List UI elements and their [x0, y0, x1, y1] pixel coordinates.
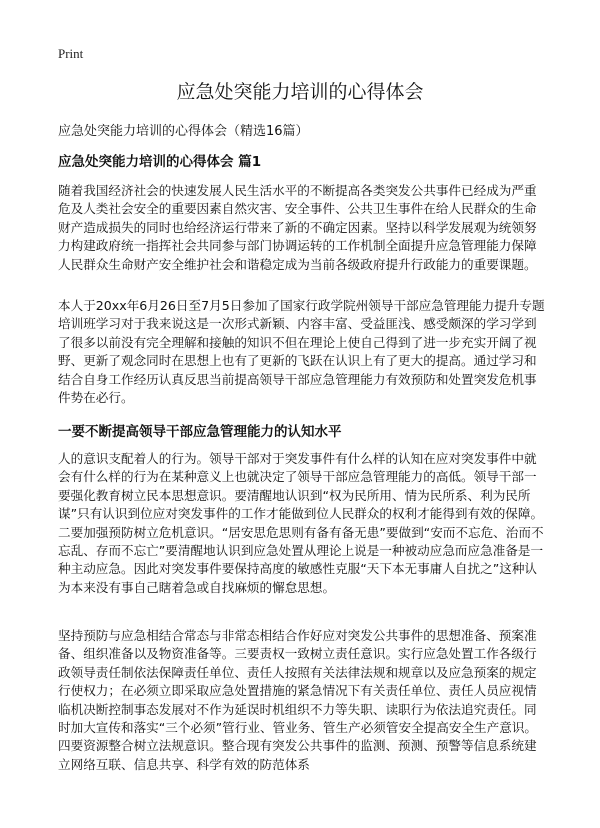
print-link[interactable]: Print — [58, 46, 84, 61]
paragraph-awareness: 人的意识支配着人的行为。领导干部对于突发事件有什么样的认知在应对突发事件中就会有什么样的行为在某种意义上也就决定了领导干部应急管理能力的高低。领导干部一要强化教育树立民本思想意识。要清醒地认识到“权为民所用、情为民所系、利为民所谋”只有认识到位应对突发事件的工作才能做到位人民群众的权利才能得到有效的保障。二要加强预防树立危机意识。“居安思危思则有备有备无患”要做到“安而不忘危、治而不忘乱、存而不忘亡”要清醒地认识到应急处置从理论上说是一种被动应急而应急准备是一种主动应急。因此对突发事件要保持高度的敏感性克服“天下本无事庸人自扰之”这种认为本来没有事自己瞎着急或自找麻烦的懈怠思想。 — [58, 451, 544, 595]
article-heading: 应急处突能力培训的心得体会 篇1 — [58, 154, 262, 170]
section-heading: 一要不断提高领导干部应急管理能力的认知水平 — [58, 424, 342, 440]
paragraph-intro: 随着我国经济社会的快速发展人民生活水平的不断提高各类突发公共事件已经成为严重危及人类社会安全的重要因素自然灾害、安全事件、公共卫生事件在给人民群众的生命财产造成损失的同时也给经济运行带来了新的不确定因素。坚持以科学发展观为统领努力构建政府统一指挥社会共同参与部门协调运转的工作机制全面提升应急管理能力保障人民群众生命财产安全维护社会和谐稳定成为当前各级政府提升行政能力的重要课题。 — [58, 183, 537, 272]
paragraph-training: 本人于20xx年6月26日至7月5日参加了国家行政学院州领导干部应急管理能力提升专题培训班学习对于我来说这是一次形式新颖、内容丰富、受益匪浅、感受颇深的学习学到了很多以前没有完全理解和接触的知识不但在理论上使自己得到了进一步充实开阔了视野、更新了观念同时在思想上也有了更新的飞跃在认识上有了更大的提高。通过学习和结合自身工作经历认真反思当前提高领导干部应急管理能力有效预防和处置突发危机事件势在必行。 — [58, 298, 545, 406]
document-subtitle: 应急处突能力培训的心得体会（精选16篇） — [58, 124, 309, 139]
document-title: 应急处突能力培训的心得体会 — [176, 81, 424, 103]
paragraph-prevention: 坚持预防与应急相结合常态与非常态相结合作好应对突发公共事件的思想准备、预案准备、组织准备以及物资准备等。三要责权一致树立责任意识。实行应急处置工作各级行政领导责任制依法保障责任单位、责任人按照有关法律法规和规章以及应急预案的规定行使权力；在必须立即采取应急处置措施的紧急情况下有关责任单位、责任人员应视情临机决断控制事态发展对不作为延误时机组织不力等失职、读职行为依法追究责任。同时加大宣传和落实“三个必须”管行业、管业务、管生产必须管安全提高安全生产意识。四要资源整合树立法规意识。整合现有突发公共事件的监测、预测、预警等信息系统建立网络互联、信息共享、科学有效的防范体系 — [58, 628, 538, 772]
